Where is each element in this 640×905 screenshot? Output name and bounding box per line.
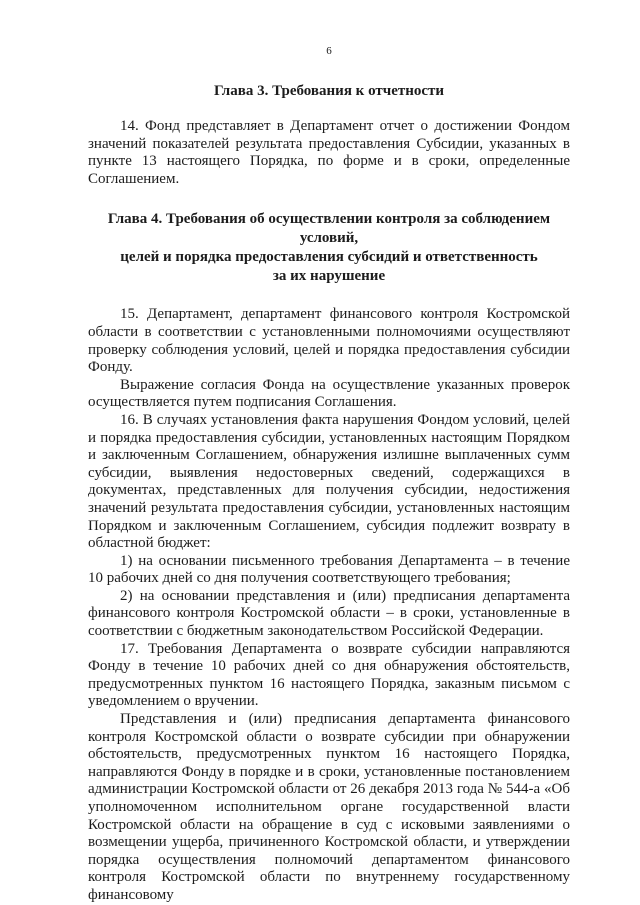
paragraph-17-representations: Представления и (или) предписания департамента финансового контроля Костромской области о возврате субсидии при обнаружении обстоятельств, предусмотренных пунктом 16 настоящего Порядка, направляются Фонду в порядке и в сроки, установленные постановлением администрации Костромской области от 26 декабря 2013 года № 544-а «Об уполномоченном исполнительном органе государственной власти Костромской области на обращение в суд с исковыми заявлениями о возмещении ущерба, причиненного Костромской области, и утверждении порядка осуществления полномочий департаментом финансового контроля Костромской области по внутреннему государственному финансовому: [88, 711, 570, 903]
chapter-4-body: [88, 306, 570, 904]
page-number: 6: [326, 45, 332, 57]
paragraph-14: 14. Фонд представляет в Департамент отчет о достижении Фондом значений показателей результата предоставления Субсидии, указанных в пункте 13 настоящего Порядка, по форме и в сроки, определенные Соглашением.: [88, 118, 570, 187]
chapter-4-heading-line: за их нарушение: [272, 268, 386, 285]
chapter-3-body: [88, 118, 570, 188]
chapter-4-heading-line: Глава 4. Требования об осуществлении контроля за соблюдением условий,: [107, 211, 551, 247]
paragraph-16: 16. В случаях установления факта нарушения Фондом условий, целей и порядка предоставления субсидии, установленных настоящим Порядком и заключенным Соглашением, обнаружения излишне выплаченных сумм субсидии, выявления недостоверных сведений, содержащихся в документах, представленных для получения субсидии, недостижения значений результата предоставления субсидии, установленных настоящим Порядком и заключенным Соглашением, субсидия подлежит возврату в областной бюджет:: [88, 411, 570, 552]
paragraph-16-item-1: 1) на основании письменного требования Департамента – в течение 10 рабочих дней со дня получения соответствующего требования;: [88, 552, 570, 587]
paragraph-consent: Выражение согласия Фонда на осуществление указанных проверок осуществляется путем подписания Соглашения.: [88, 376, 570, 411]
chapter-4-heading: [88, 210, 570, 286]
paragraph-15: 15. Департамент, департамент финансового контроля Костромской области в соответствии с установленными полномочиями осуществляют проверку соблюдения условий, целей и порядка предоставления субсидии Фонду.: [88, 306, 570, 376]
chapter-3-heading: Глава 3. Требования к отчетности: [213, 83, 445, 99]
chapter-4-heading-line: целей и порядка предоставления субсидий и ответственность: [120, 249, 538, 266]
paragraph-17: 17. Требования Департамента о возврате субсидии направляются Фонду в течение 10 рабочих дней со дня обнаружения обстоятельств, предусмотренных пунктом 16 настоящего Порядка, заказным письмом с уведомлением о вручении.: [88, 640, 570, 710]
paragraph-16-item-2: 2) на основании представления и (или) предписания департамента финансового контроля Костромской области – в сроки, установленные в соответствии с бюджетным законодательством Российской Федерации.: [88, 587, 570, 640]
